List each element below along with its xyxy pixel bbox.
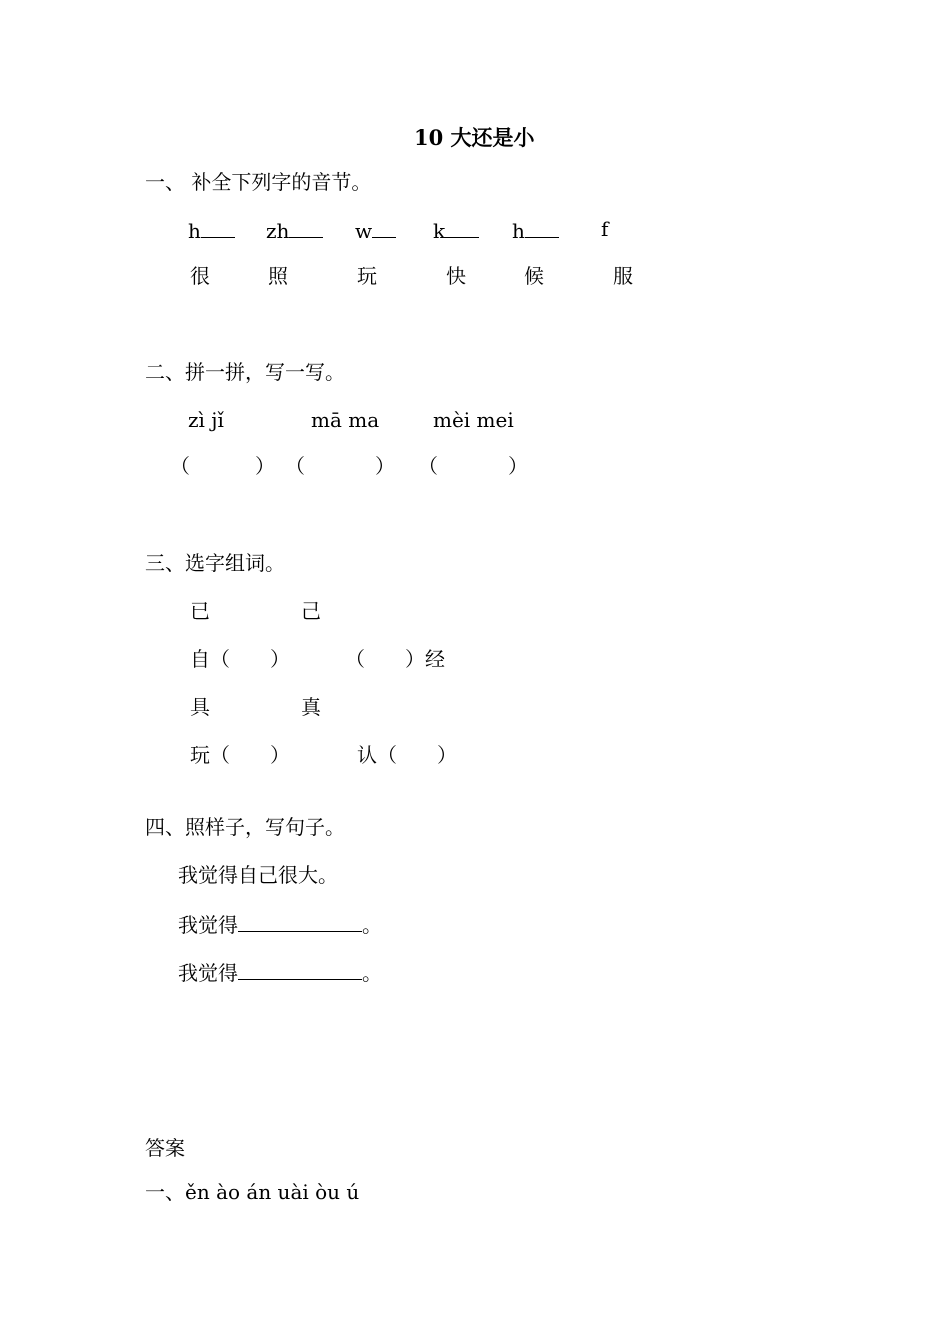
answer-blank bbox=[289, 219, 323, 238]
section-3-heading: 三、选字组词。 bbox=[145, 551, 285, 575]
char-4: 快 bbox=[446, 264, 466, 288]
paren-close-2: ） bbox=[375, 454, 395, 478]
char-2: 照 bbox=[268, 264, 288, 288]
paren-close-1: ） bbox=[255, 454, 275, 478]
choice-char-1: 已 bbox=[190, 599, 210, 623]
paren-close-3: ） bbox=[508, 454, 528, 478]
pinyin-blank-1 bbox=[188, 219, 235, 241]
pinyin-initial: f bbox=[601, 217, 609, 241]
char-3: 玩 bbox=[357, 264, 377, 288]
section-1-heading: 一、 补全下列字的音节。 bbox=[145, 170, 372, 194]
prompt-text: 我觉得 bbox=[178, 961, 238, 985]
end-mark: 。 bbox=[362, 961, 382, 985]
pinyin-initial: zh bbox=[266, 219, 290, 243]
section-4-heading: 四、照样子，写句子。 bbox=[145, 815, 345, 839]
pinyin-word-3: mèi mei bbox=[433, 408, 514, 432]
pinyin-blank-2 bbox=[266, 219, 323, 241]
char-6: 服 bbox=[613, 264, 633, 288]
word-blank-3: 玩（ ） bbox=[190, 743, 290, 767]
pinyin-initial: h bbox=[512, 219, 525, 243]
word-blank-4: 认（ ） bbox=[357, 743, 457, 767]
choice-char-4: 真 bbox=[301, 695, 321, 719]
answer-blank bbox=[445, 219, 479, 238]
answer-blank bbox=[238, 913, 362, 932]
char-5: 候 bbox=[524, 264, 544, 288]
pinyin-word-1: zì jǐ bbox=[188, 408, 224, 432]
end-mark: 。 bbox=[362, 913, 382, 937]
page-title: 10 大还是小 bbox=[414, 125, 535, 150]
word-blank-1: 自（ ） bbox=[190, 647, 290, 671]
answer-blank bbox=[372, 219, 396, 238]
pinyin-blank-5 bbox=[512, 219, 559, 241]
example-sentence: 我觉得自己很大。 bbox=[178, 863, 338, 887]
paren-open-3: （ bbox=[418, 454, 438, 478]
sentence-prompt-1 bbox=[178, 913, 382, 935]
answer-blank bbox=[238, 961, 362, 980]
sentence-prompt-2 bbox=[178, 961, 382, 983]
answers-heading: 答案 bbox=[145, 1136, 185, 1160]
pinyin-initial: h bbox=[188, 219, 201, 243]
pinyin-blank-4 bbox=[433, 219, 479, 241]
paren-open-1: （ bbox=[170, 454, 190, 478]
pinyin-blank-3 bbox=[355, 219, 396, 241]
pinyin-blank-6 bbox=[601, 219, 608, 239]
answer-blank bbox=[201, 219, 235, 238]
pinyin-initial: k bbox=[433, 219, 446, 243]
answers-line-1: 一、ěn ào án uài òu ú bbox=[145, 1180, 360, 1204]
char-1: 很 bbox=[190, 264, 210, 288]
section-2-heading: 二、拼一拼，写一写。 bbox=[145, 360, 345, 384]
pinyin-initial: w bbox=[355, 219, 373, 243]
prompt-text: 我觉得 bbox=[178, 913, 238, 937]
answer-blank bbox=[525, 219, 559, 238]
pinyin-word-2: mā ma bbox=[311, 408, 380, 432]
choice-char-2: 己 bbox=[301, 599, 321, 623]
word-blank-2: （ ）经 bbox=[345, 647, 445, 671]
choice-char-3: 具 bbox=[190, 695, 210, 719]
paren-open-2: （ bbox=[285, 454, 305, 478]
